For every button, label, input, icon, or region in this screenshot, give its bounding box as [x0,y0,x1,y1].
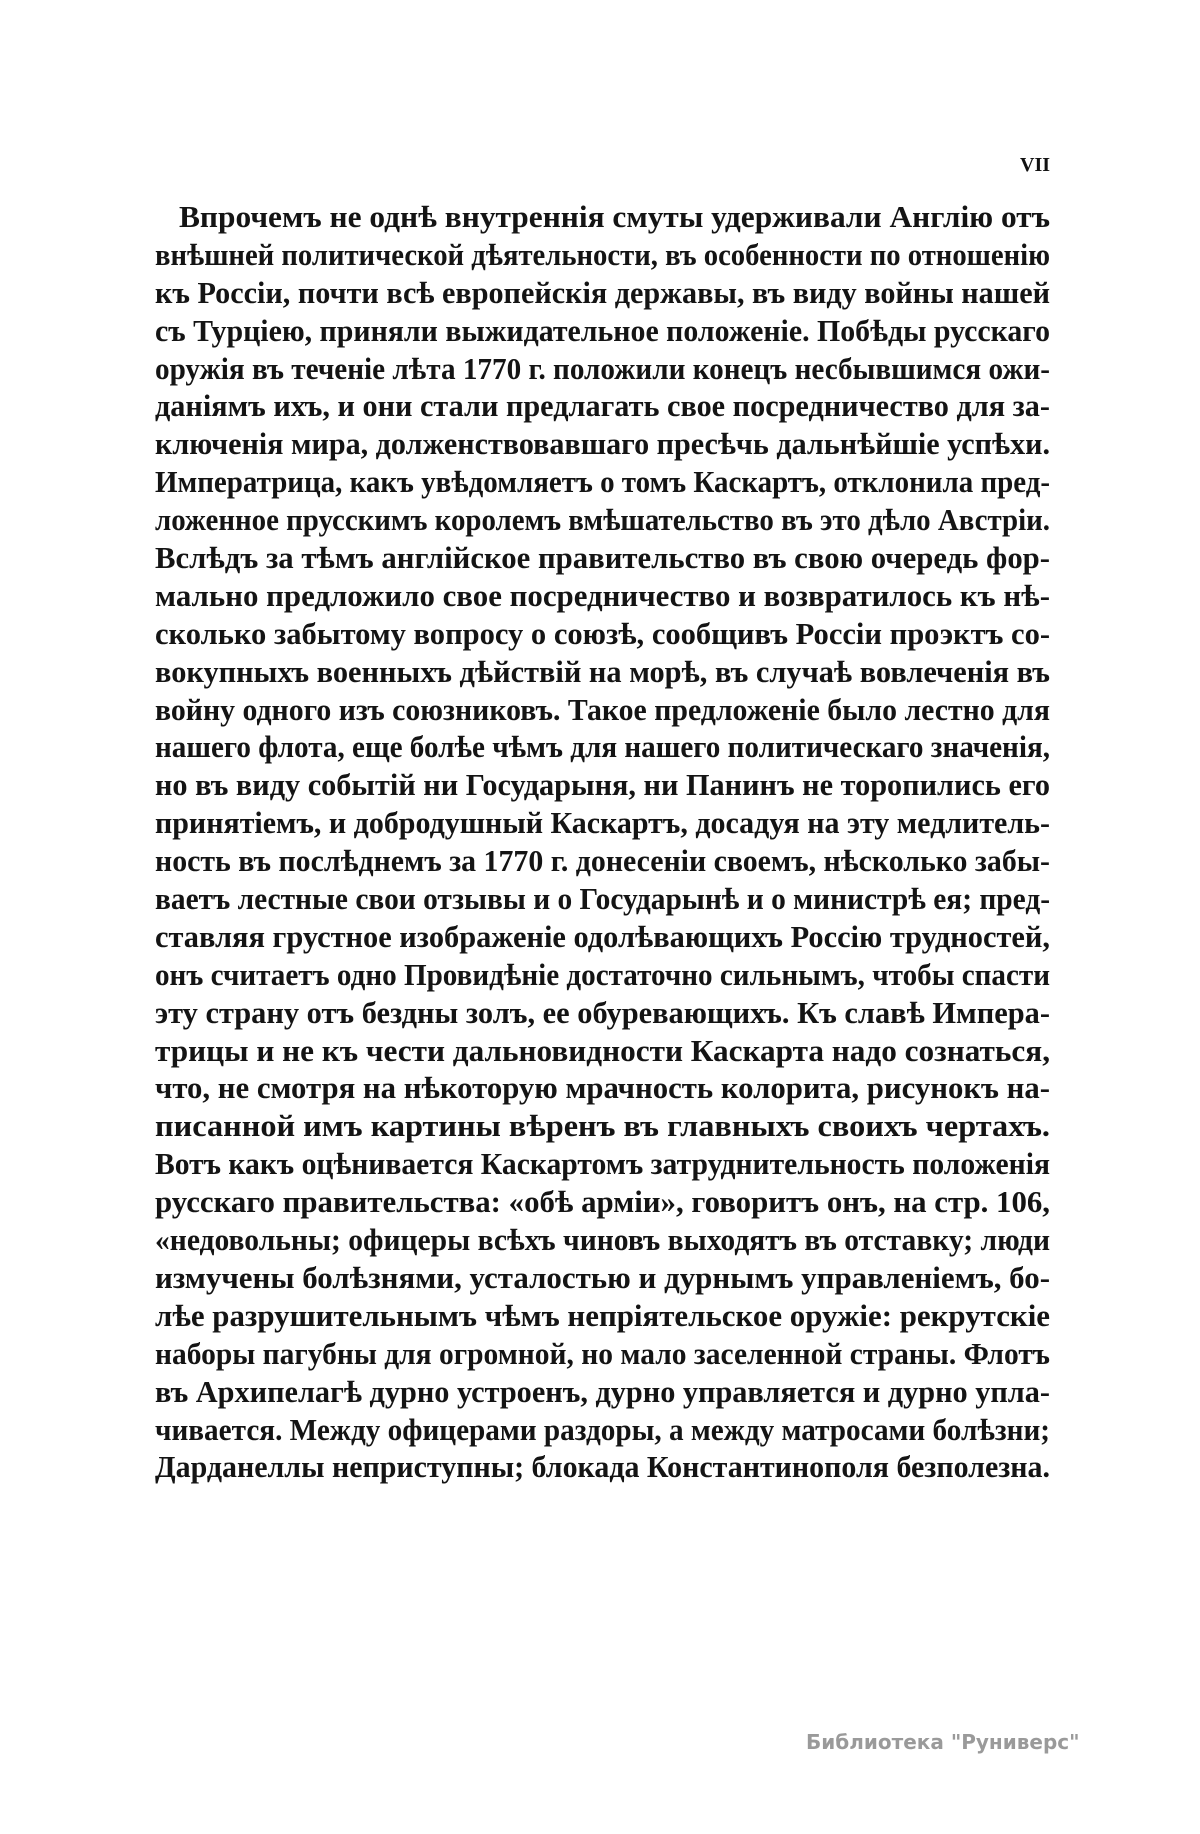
text-line-content: даніямъ ихъ, и они стали предлагать свое посредничество для за- [155,388,1050,424]
text-line [155,1448,1050,1486]
body-text [155,198,1050,1486]
text-line [155,956,1050,994]
text-line [155,804,1050,842]
text-line-content: ключенія мира, долженствовавшаго пресѣчь дальнѣйшіе успѣхи. [155,426,1050,462]
text-line-content: наборы пагубны для огромной, но мало заселенной страны. Флотъ [155,1335,1050,1371]
text-line-content: къ Россіи, почти всѣ европейскія державы, въ виду войны нашей [155,274,1050,310]
text-line [155,577,1050,615]
text-line [155,350,1050,388]
text-line-content: въ Архипелагѣ дурно устроенъ, дурно управляется и дурно упла- [155,1373,1050,1409]
text-line [155,1032,1050,1070]
text-line-content: ность въ послѣднемъ за 1770 г. донесеніи своемъ, нѣсколько забы- [155,843,1050,879]
text-line-content: принятіемъ, и добродушный Каскартъ, досадуя на эту медлитель- [155,805,1050,841]
text-line [155,501,1050,539]
text-line [155,1297,1050,1335]
text-line-content: оружія въ теченіе лѣта 1770 г. положили конецъ несбывшимся ожи- [155,350,1050,386]
text-line [155,1107,1050,1145]
text-line-content: ваетъ лестные свои отзывы и о Государынѣ и о министрѣ ея; пред- [155,881,1050,917]
text-line [155,653,1050,691]
text-line-content: русскаго правительства: «обѣ арміи», говоритъ онъ, на стр. 106, [155,1184,1050,1220]
text-line-content: «недовольны; офицеры всѣхъ чиновъ выходятъ въ отставку; люди [155,1222,1050,1258]
text-line [155,1335,1050,1373]
text-line-content: что, не смотря на нѣкоторую мрачность колорита, рисунокъ на- [155,1070,1050,1106]
text-line [155,463,1050,501]
text-line-content: Дарданеллы неприступны; блокада Константинополя безполезна. [155,1449,1050,1485]
text-line [155,1183,1050,1221]
text-line [155,1373,1050,1411]
text-line [155,842,1050,880]
text-line-content: нашего флота, еще болѣе чѣмъ для нашего политическаго значенія, [155,729,1050,765]
text-line [155,615,1050,653]
text-line [155,994,1050,1032]
text-line-content: внѣшней политической дѣятельности, въ особенности по отношенію [155,236,1050,272]
text-line [155,880,1050,918]
text-line [155,691,1050,729]
text-line-content: лѣе разрушительнымъ чѣмъ непріятельское оружіе: рекрутскіе [155,1297,1050,1333]
text-line [155,1221,1050,1259]
text-line-content: Императрица, какъ увѣдомляетъ о томъ Каскартъ, отклонила пред- [155,464,1050,500]
text-line [155,1145,1050,1183]
text-line-content: мально предложило свое посредничество и возвратилось къ нѣ- [155,577,1050,613]
text-line [155,766,1050,804]
text-line [155,1259,1050,1297]
text-line-content: чивается. Между офицерами раздоры, а между матросами болѣзни; [155,1411,1050,1447]
text-line [155,387,1050,425]
text-line-content: писанной имъ картины вѣренъ въ главныхъ своихъ чертахъ. [155,1108,1050,1144]
text-line [155,236,1050,274]
text-line-content: ставляя грустное изображеніе одолѣвающихъ Россію трудностей, [155,918,1050,954]
text-line [155,425,1050,463]
text-line-content: ложенное прусскимъ королемъ вмѣшательство въ это дѣло Австріи. [155,502,1050,538]
text-line-content: онъ считаетъ одно Провидѣніе достаточно сильнымъ, чтобы спасти [155,956,1050,992]
text-line-content: измучены болѣзнями, усталостью и дурнымъ управленіемъ, бо- [155,1259,1050,1295]
page-number: VII [1020,154,1051,176]
text-line-content: сколько забытому вопросу о союзѣ, сообщивъ Россіи проэктъ со- [155,615,1050,651]
text-line-content: Впрочемъ не однѣ внутреннія смуты удерживали Англію отъ [179,199,1050,234]
text-line [155,539,1050,577]
text-line-content: вокупныхъ военныхъ дѣйствій на морѣ, въ случаѣ вовлеченія въ [155,653,1050,689]
text-line-content: съ Турціею, приняли выжидательное положеніе. Побѣды русскаго [155,312,1050,348]
text-line-content: Вслѣдъ за тѣмъ англійское правительство въ свою очередь фор- [155,540,1050,576]
text-line-content: но въ виду событій ни Государыня, ни Панинъ не торопились его [155,767,1050,803]
text-line [155,312,1050,350]
text-line [155,1411,1050,1449]
text-line-content: трицы и не къ чести дальновидности Каскарта надо сознаться, [155,1032,1050,1068]
text-line [155,918,1050,956]
text-line [155,274,1050,312]
text-line [155,198,1050,236]
text-line-content: эту страну отъ бездны золъ, ее обуревающихъ. Къ славѣ Импера- [155,994,1050,1030]
text-line [155,728,1050,766]
library-watermark: Библиотека "Руниверс" [806,1730,1080,1754]
text-line-content: Вотъ какъ оцѣнивается Каскартомъ затруднительность положенія [155,1146,1050,1182]
text-line [155,1069,1050,1107]
text-line-content: войну одного изъ союзниковъ. Такое предложеніе было лестно для [155,691,1050,727]
